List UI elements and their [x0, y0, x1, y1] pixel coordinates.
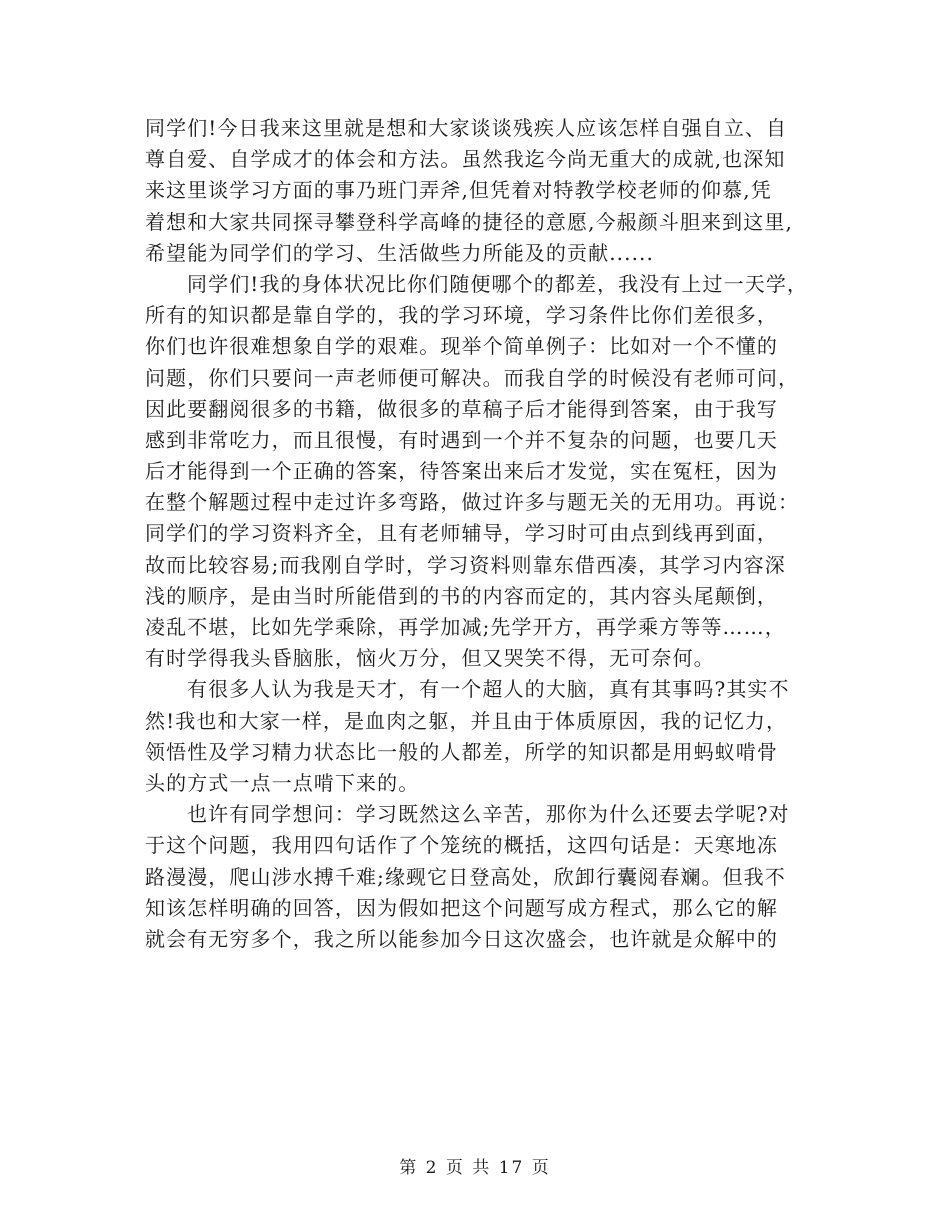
- text-line: 路漫漫，爬山涉水搏千难;缘觋它日登高处，欣卸行囊阅春斓。但我不: [145, 864, 786, 889]
- text-line: 问题，你们只要问一声老师便可解决。而我自学的时候没有老师可问，: [145, 365, 800, 390]
- text-line: 领悟性及学习精力状态比一般的人都差，所学的知识都是用蚂蚁啃骨: [145, 739, 778, 764]
- text-line: 感到非常吃力，而且很慢，有时遇到一个并不复杂的问题，也要几天: [145, 427, 778, 452]
- text-line: 然!我也和大家一样，是血肉之躯，并且由于体质原因，我的记忆力，: [145, 708, 788, 733]
- text-line: 因此要翻阅很多的书籍，做很多的草稿子后才能得到答案，由于我写: [145, 396, 778, 421]
- text-line: 你们也许很难想象自学的艰难。现举个简单例子：比如对一个不懂的: [145, 334, 778, 359]
- text-line: 浅的顺序，是由当时所能借到的书的内容而定的，其内容头尾颠倒，: [145, 583, 778, 608]
- text-line: 凌乱不堪，比如先学乘除，再学加减;先学开方，再学乘方等等……，: [145, 615, 786, 639]
- text-line: 就会有无穷多个，我之所以能参加今日这次盛会，也许就是众解中的: [145, 926, 778, 951]
- page-number-footer: 第 2 页 共 17 页: [399, 1158, 551, 1178]
- text-line: 知该怎样明确的回答，因为假如把这个问题写成方程式，那么它的解: [145, 895, 778, 920]
- text-line: 故而比较容易;而我刚自学时，学习资料则靠东借西凑，其学习内容深: [145, 552, 786, 577]
- paragraph-first-line: 有很多人认为我是天才，有一个超人的大脑，真有其事吗?其实不: [187, 677, 790, 702]
- text-line: 同学们的学习资料齐全，且有老师辅导，学习时可由点到线再到面，: [145, 521, 778, 546]
- paragraph-first-line: 同学们!我的身体状况比你们随便哪个的都差，我没有上过一天学，: [187, 271, 809, 296]
- text-line: 于这个问题，我用四句话作了个笼统的概括，这四句话是：天寒地冻: [145, 833, 778, 858]
- text-line: 着想和大家共同探寻攀登科学高峰的捷径的意愿,今赧颜斗胆来到这里,: [145, 209, 793, 234]
- text-line: 后才能得到一个正确的答案，待答案出来后才发觉，实在冤枉，因为: [145, 459, 778, 484]
- text-line: 在整个解题过程中走过许多弯路，做过许多与题无关的无用功。再说：: [145, 490, 800, 515]
- text-line: 同学们!今日我来这里就是想和大家谈谈残疾人应该怎样自强自立、自: [145, 116, 788, 140]
- text-line: 头的方式一点一点啃下来的。: [145, 770, 420, 795]
- paragraph-first-line: 也许有同学想问：学习既然这么辛苦，那你为什么还要去学呢?对: [187, 802, 790, 827]
- text-line: 有时学得我头昏脑胀，恼火万分，但又哭笑不得，无可奈何。: [145, 646, 715, 671]
- text-line: 尊自爱、自学成才的体会和方法。虽然我迄今尚无重大的成就,也深知: [145, 147, 786, 172]
- text-line: 希望能为同学们的学习、生活做些力所能及的贡献......: [145, 240, 654, 265]
- body-text: [145, 113, 817, 955]
- text-line: 来这里谈学习方面的事乃班门弄斧,但凭着对特教学校老师的仰慕,凭: [145, 178, 772, 203]
- text-line: 所有的知识都是靠自学的，我的学习环境，学习条件比你们差很多，: [145, 303, 778, 328]
